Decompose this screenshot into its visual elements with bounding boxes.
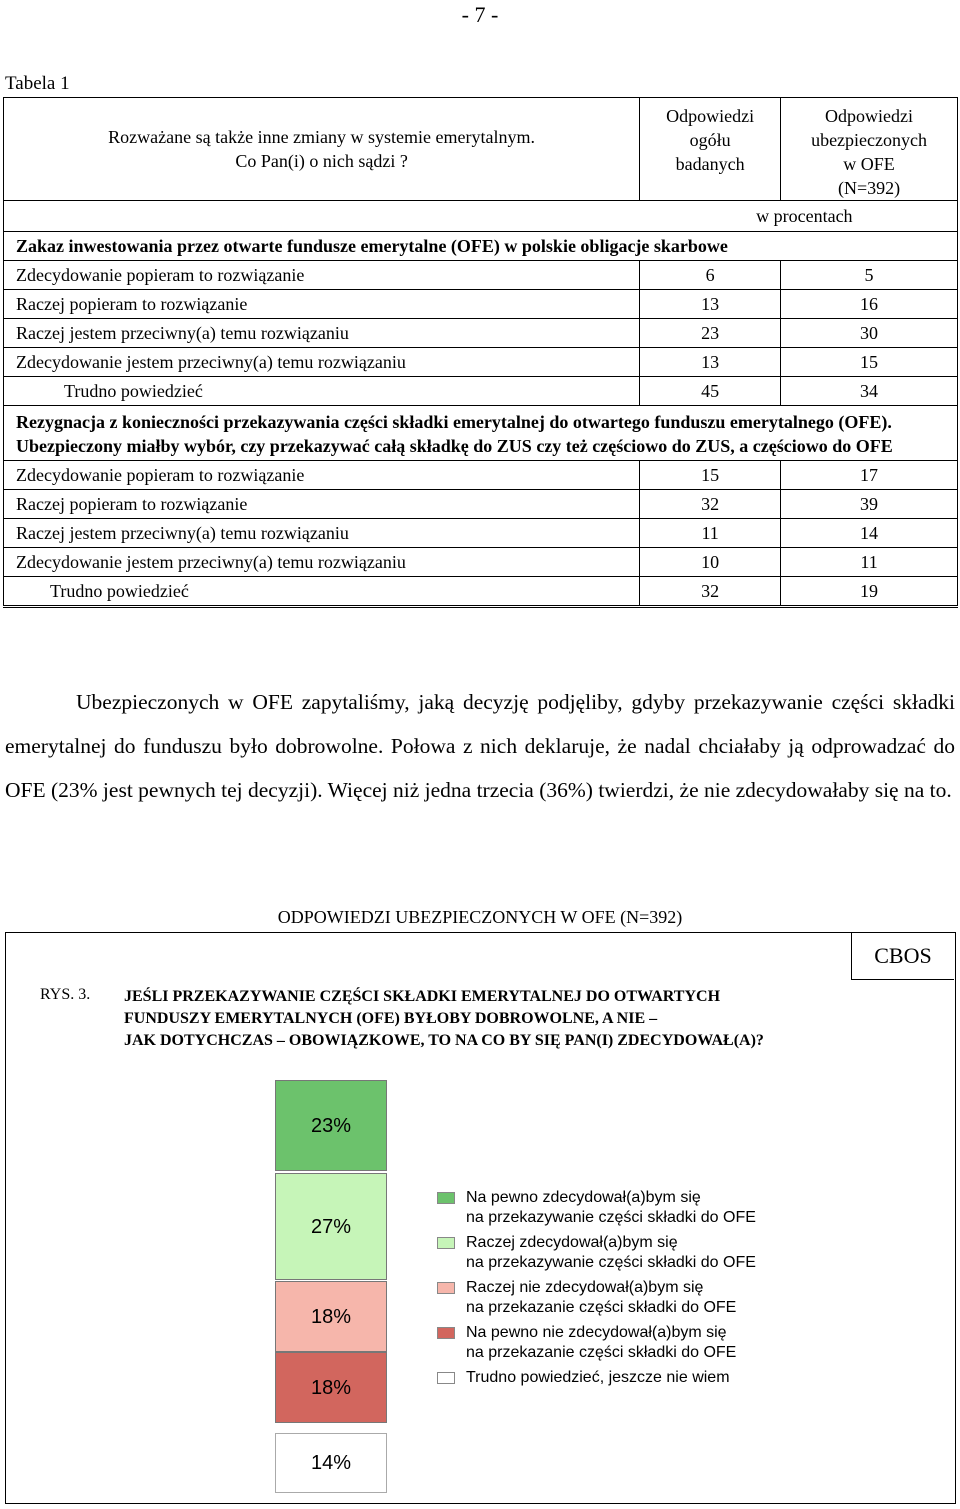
row-label: Raczej jestem przeciwny(a) temu rozwiązaniu [4,519,640,548]
column-header-ofe [781,98,958,201]
col2-header-line: ubezpieczonych [811,130,927,150]
value-ofe: 39 [781,490,958,519]
table-title: Tabela 1 [5,73,70,94]
figure-caption: ODPOWIEDZI UBEZPIECZONYCH W OFE (N=392) [277,907,683,927]
table-row [4,461,958,490]
row-label: Trudno powiedzieć [4,377,640,406]
legend-label: Trudno powiedzieć, jeszcze nie wiem [466,1369,730,1386]
bar-segment [275,1281,387,1352]
legend-label: Raczej zdecydował(a)bym się na przekazywanie części składki do OFE [466,1234,756,1271]
row-label: Raczej jestem przeciwny(a) temu rozwiązaniu [4,319,640,348]
value-ofe: 15 [781,348,958,377]
survey-table [3,97,958,608]
table-row [4,290,958,319]
value-all: 10 [640,548,781,577]
col1-header-line: Odpowiedzi [666,106,755,126]
value-all: 23 [640,319,781,348]
table-row [4,261,958,290]
value-all: 32 [640,577,781,607]
table-row [4,490,958,519]
table-row [4,519,958,548]
col1-header-line: ogółu [689,130,731,150]
bar-data-label: 14% [310,1452,352,1474]
value-all: 15 [640,461,781,490]
legend-label: Na pewno nie zdecydował(a)bym się na przekazanie części składki do OFE [466,1324,737,1361]
table-row [4,548,958,577]
row-label: Raczej popieram to rozwiązanie [4,290,640,319]
col2-header-line: (N=392) [837,178,901,198]
table-row [4,348,958,377]
table-row [4,319,958,348]
question-line-2: Co Pan(i) o nich sądzi ? [235,151,408,171]
legend-label: Raczej nie zdecydował(a)bym się na przekazanie części składki do OFE [466,1279,737,1316]
value-all: 6 [640,261,781,290]
figure-title-line: JEŚLI PRZEKAZYWANIE CZĘŚCI SKŁADKI EMERYTALNEJ DO OTWARTYCH [124,988,721,1005]
section-title: Zakaz inwestowania przez otwarte fundusze emerytalne (OFE) w polskie obligacje skarbowe [4,232,958,261]
figure-title [124,986,924,1052]
col2-header-line: Odpowiedzi [825,106,914,126]
bar-data-label: 23% [310,1114,352,1137]
row-label: Zdecydowanie popieram to rozwiązanie [4,261,640,290]
table-row [4,377,958,406]
value-ofe: 30 [781,319,958,348]
value-all: 13 [640,290,781,319]
page-number: - 7 - [461,2,499,27]
value-all: 45 [640,377,781,406]
section-title [4,406,958,461]
paragraph-text: Ubezpieczonych w OFE zapytaliśmy, jaką decyzję podjęliby, gdyby przekazywanie części składki emerytalnej do funduszu było dobrowolne. Połowa z nich deklaruje, że nadal chciałaby ją odprowadzać do OFE (23% jest pewnych tej decyzji). Więcej niż jedna trzecia (36%) twierdzi, że nie zdecydowałaby się na to. [5,690,955,802]
value-all: 13 [640,348,781,377]
unit-label: w procentach [640,201,958,232]
bar-data-label: 27% [310,1215,352,1238]
legend-swatch [437,1192,455,1204]
section-title-part: Rezygnacja z konieczności przekazywania części składki emerytalnej do otwartego funduszu emerytalnego (OFE). [16,412,892,432]
value-ofe: 11 [781,548,958,577]
value-ofe: 5 [781,261,958,290]
value-all: 32 [640,490,781,519]
row-label: Raczej popieram to rozwiązanie [4,490,640,519]
legend-swatch [437,1327,455,1339]
legend-swatch [437,1372,455,1384]
bar-segment [275,1433,387,1493]
brand-label: CBOS [851,932,954,980]
bar-segment [275,1173,387,1280]
body-paragraph [5,680,955,812]
row-label: Trudno powiedzieć [4,577,640,607]
figure-title-line: FUNDUSZY EMERYTALNYCH (OFE) BYŁOBY DOBROWOLNE, A NIE – [124,1010,658,1027]
legend-swatch [437,1282,455,1294]
legend-swatch [437,1237,455,1249]
row-label: Zdecydowanie jestem przeciwny(a) temu rozwiązaniu [4,348,640,377]
bar-segment [275,1352,387,1423]
bar-segment [275,1080,387,1171]
bar-data-label: 18% [310,1376,352,1399]
value-ofe: 14 [781,519,958,548]
section-title-part: Ubezpieczony miałby wybór, czy przekazywać całą składkę do ZUS czy też częściowo do ZUS, a częściowo do OFE [16,436,893,456]
value-all: 11 [640,519,781,548]
question-header [4,98,640,201]
col1-header-line: badanych [675,154,745,174]
value-ofe: 34 [781,377,958,406]
row-label: Zdecydowanie jestem przeciwny(a) temu rozwiązaniu [4,548,640,577]
value-ofe: 19 [781,577,958,607]
value-ofe: 16 [781,290,958,319]
column-header-all [640,98,781,201]
col2-header-line: w OFE [843,154,895,174]
table-row [4,577,958,607]
row-label: Zdecydowanie popieram to rozwiązanie [4,461,640,490]
bar-data-label: 18% [310,1305,352,1328]
legend-label: Na pewno zdecydował(a)bym się na przekazywanie części składki do OFE [466,1189,756,1226]
figure-label: RYS. 3. [40,986,91,1003]
value-ofe: 17 [781,461,958,490]
question-line-1: Rozważane są także inne zmiany w systemie emerytalnym. [108,127,535,147]
figure-title-line: JAK DOTYCHCZAS – OBOWIĄZKOWE, TO NA CO BY SIĘ PAN(I) ZDECYDOWAŁ(A)? [124,1032,764,1049]
blank-cell [4,201,640,232]
